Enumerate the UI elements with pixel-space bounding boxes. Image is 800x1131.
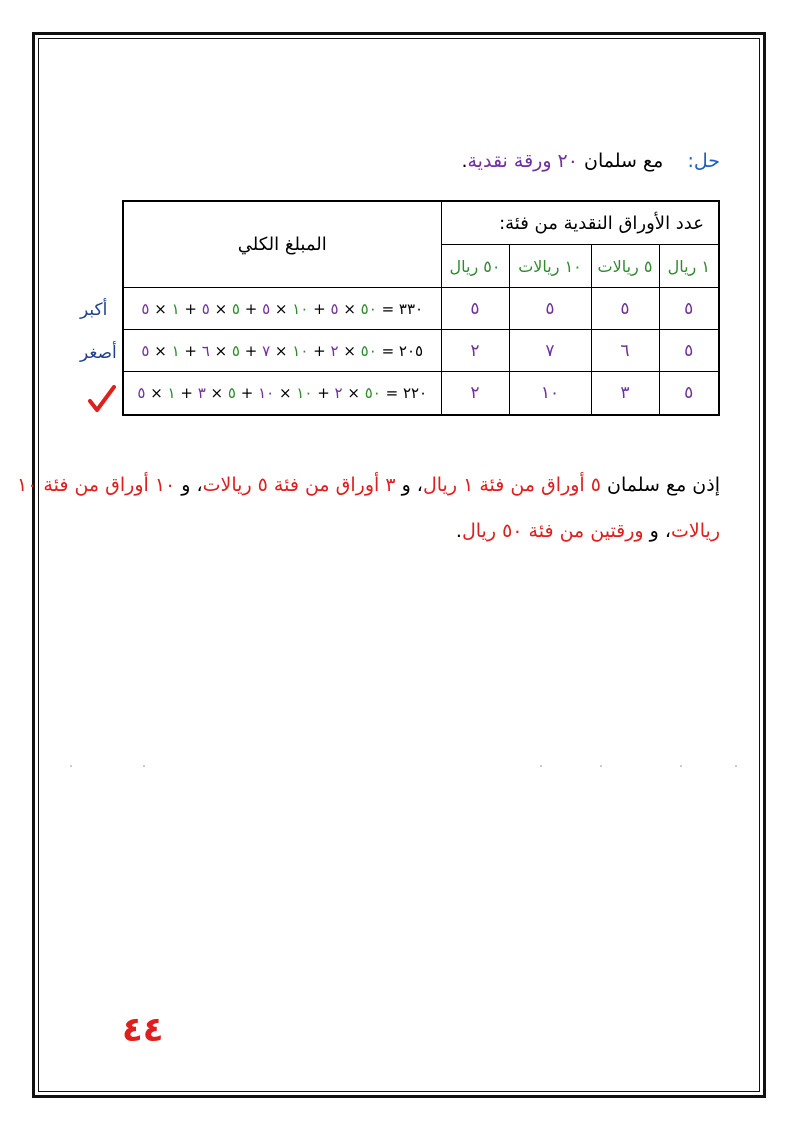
solution-heading	[461, 150, 720, 172]
count-50: ٢	[441, 330, 509, 372]
money-table	[122, 200, 720, 416]
divider-dot	[735, 765, 737, 767]
divider-dot	[540, 765, 542, 767]
heading-colored: ٢٠ ورقة نقدية	[467, 150, 578, 172]
label-smallest: أصغر	[80, 343, 117, 363]
denom-10: ١٠ ريالات	[509, 245, 591, 288]
count-10: ١٠	[509, 372, 591, 415]
table-row	[123, 330, 719, 372]
denom-50: ٥٠ ريال	[441, 245, 509, 288]
divider-dot	[143, 765, 145, 767]
count-5: ٣	[591, 372, 659, 415]
heading-end: .	[461, 150, 468, 172]
heading-prefix: مع سلمان	[584, 150, 664, 172]
count-1: ٥	[659, 288, 719, 330]
count-1: ٥	[659, 372, 719, 415]
page-number: ٤٤	[122, 1010, 164, 1050]
count-5: ٦	[591, 330, 659, 372]
count-50: ٢	[441, 372, 509, 415]
count-10: ٥	[509, 288, 591, 330]
divider-dot	[600, 765, 602, 767]
divider-dot	[680, 765, 682, 767]
header-total: المبلغ الكلي	[123, 201, 441, 288]
equation-cell: ٣٣٠ = ٥٠ × ٥ + ١٠ × ٥ + ٥ × ٥ + ١ × ٥	[123, 288, 441, 330]
table-row	[123, 372, 719, 415]
denom-5: ٥ ريالات	[591, 245, 659, 288]
divider-dot	[70, 765, 72, 767]
header-count: عدد الأوراق النقدية من فئة:	[441, 201, 719, 245]
page-border-inner	[16, 38, 760, 1092]
count-1: ٥	[659, 330, 719, 372]
count-5: ٥	[591, 288, 659, 330]
conclusion-line-1: إذن مع سلمان ٥ أوراق من فئة ١ ريال، و ٣ أوراق من فئة ٥ ريالات، و ١٠ أوراق من فئة ١٠	[16, 474, 720, 496]
checkmark-icon	[88, 384, 116, 414]
equation-cell: ٢٠٥ = ٥٠ × ٢ + ١٠ × ٧ + ٥ × ٦ + ١ × ٥	[123, 330, 441, 372]
count-10: ٧	[509, 330, 591, 372]
count-50: ٥	[441, 288, 509, 330]
solution-label: حل:	[687, 150, 720, 172]
conclusion-line-2: ريالات، و ورقتين من فئة ٥٠ ريال.	[455, 520, 720, 542]
denom-1: ١ ريال	[659, 245, 719, 288]
label-largest: أكبر	[80, 300, 108, 320]
table-row	[123, 288, 719, 330]
equation-cell: ٢٢٠ = ٥٠ × ٢ + ١٠ × ١٠ + ٥ × ٣ + ١ × ٥	[123, 372, 441, 415]
